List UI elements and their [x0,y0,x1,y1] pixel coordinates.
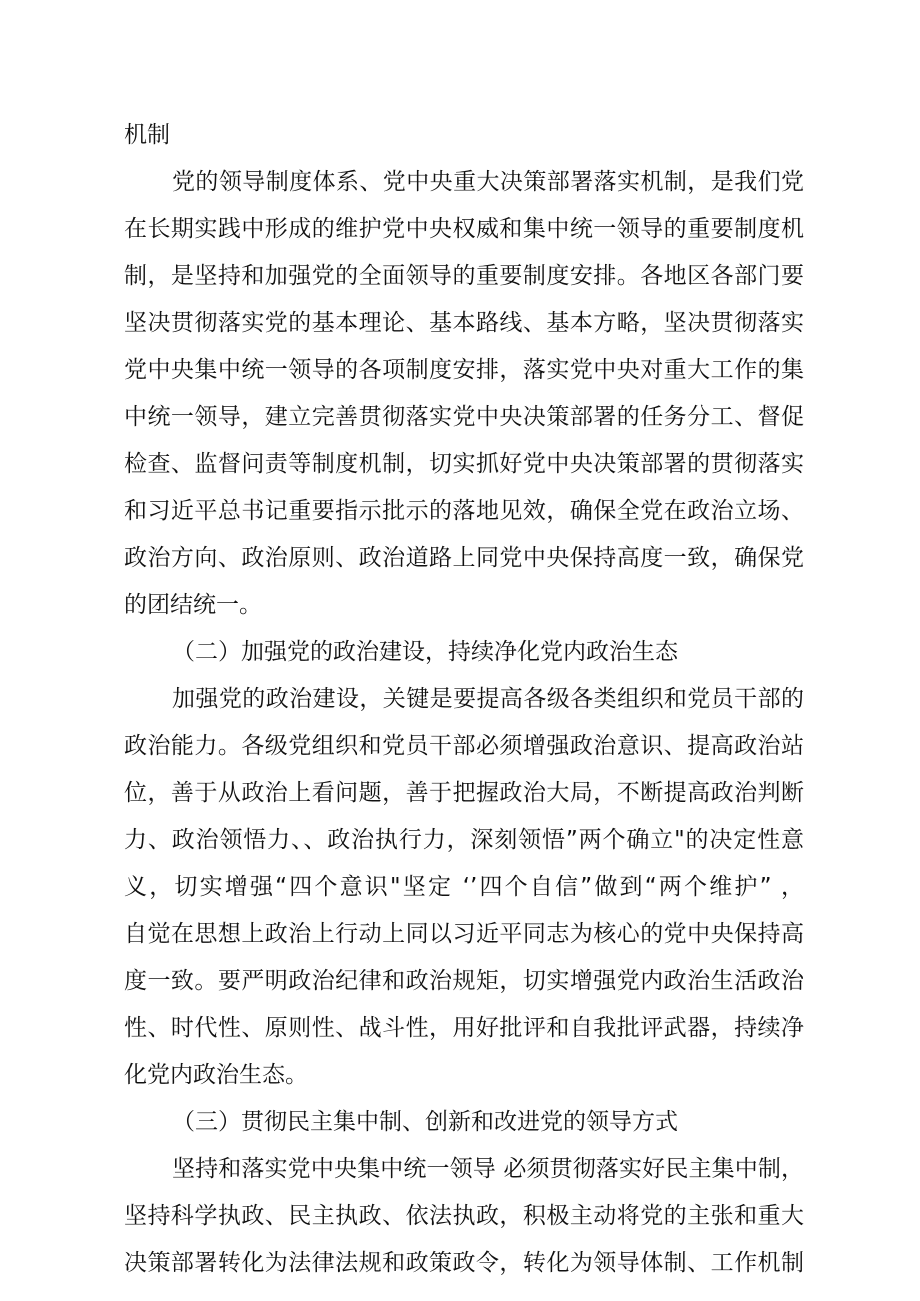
paragraph-first-line: 加强党的政治建设，关键是要提高各级各类组织和党员干部的 [172,686,804,712]
text-line: 机制 [124,122,170,148]
text-line: 坚决贯彻落实党的基本理论、基本路线、基本方略，坚决贯彻落实 [124,310,804,336]
section-heading-3: （三）贯彻民主集中制、创新和改进党的领导方式 [172,1109,678,1135]
paragraph-first-line: 坚持和落实党中央集中统一领导 必须贯彻落实好民主集中制， [172,1156,804,1182]
text-line: 政治方向、政治原则、政治道路上同党中央保持高度一致，确保党 [124,545,804,571]
text-line: 坚持科学执政、民主执政、依法执政，积极主动将党的主张和重大 [124,1203,804,1229]
text-line: 党中央集中统一领导的各项制度安排，落实党中央对重大工作的集 [124,357,804,383]
text-line: 位，善于从政治上看问题，善于把握政治大局，不断提高政治判断 [124,780,804,806]
text-line: 力、政治领悟力、、政治执行力，深刻领悟”两个确立"的决定性意 [124,827,804,853]
text-line: 政治能力。各级党组织和党员干部必须增强政治意识、提高政治站 [124,733,804,759]
text-line: 和习近平总书记重要指示批示的落地见效，确保全党在政治立场、 [124,498,804,524]
text-line: 检查、监督问责等制度机制，切实抓好党中央决策部署的贯彻落实 [124,451,804,477]
text-line: 制，是坚持和加强党的全面领导的重要制度安排。各地区各部门要 [124,263,804,289]
text-line: 性、时代性、原则性、战斗性，用好批评和自我批评武器，持续净 [124,1015,804,1041]
text-line: 决策部署转化为法律法规和政策政令，转化为领导体制、工作机制 [124,1250,804,1276]
text-line: 中统一领导，建立完善贯彻落实党中央决策部署的任务分工、督促 [124,404,804,430]
text-line: 自觉在思想上政治上行动上同以习近平同志为核心的党中央保持高 [124,921,804,947]
paragraph-first-line: 党的领导制度体系、党中央重大决策部署落实机制，是我们党 [172,169,804,195]
text-line: 在长期实践中形成的维护党中央权威和集中统一领导的重要制度机 [124,216,804,242]
text-line: 的团结统一。 [124,592,262,618]
text-line: 义，切实增强“四个意识"坚定 ‘’四个自信”做到“两个维护” ， [124,874,804,900]
text-line: 化党内政治生态。 [124,1062,308,1088]
text-line: 度一致。要严明政治纪律和政治规矩，切实增强党内政治生活政治 [124,968,804,994]
section-heading-2: （二）加强党的政治建设，持续净化党内政治生态 [172,639,678,665]
